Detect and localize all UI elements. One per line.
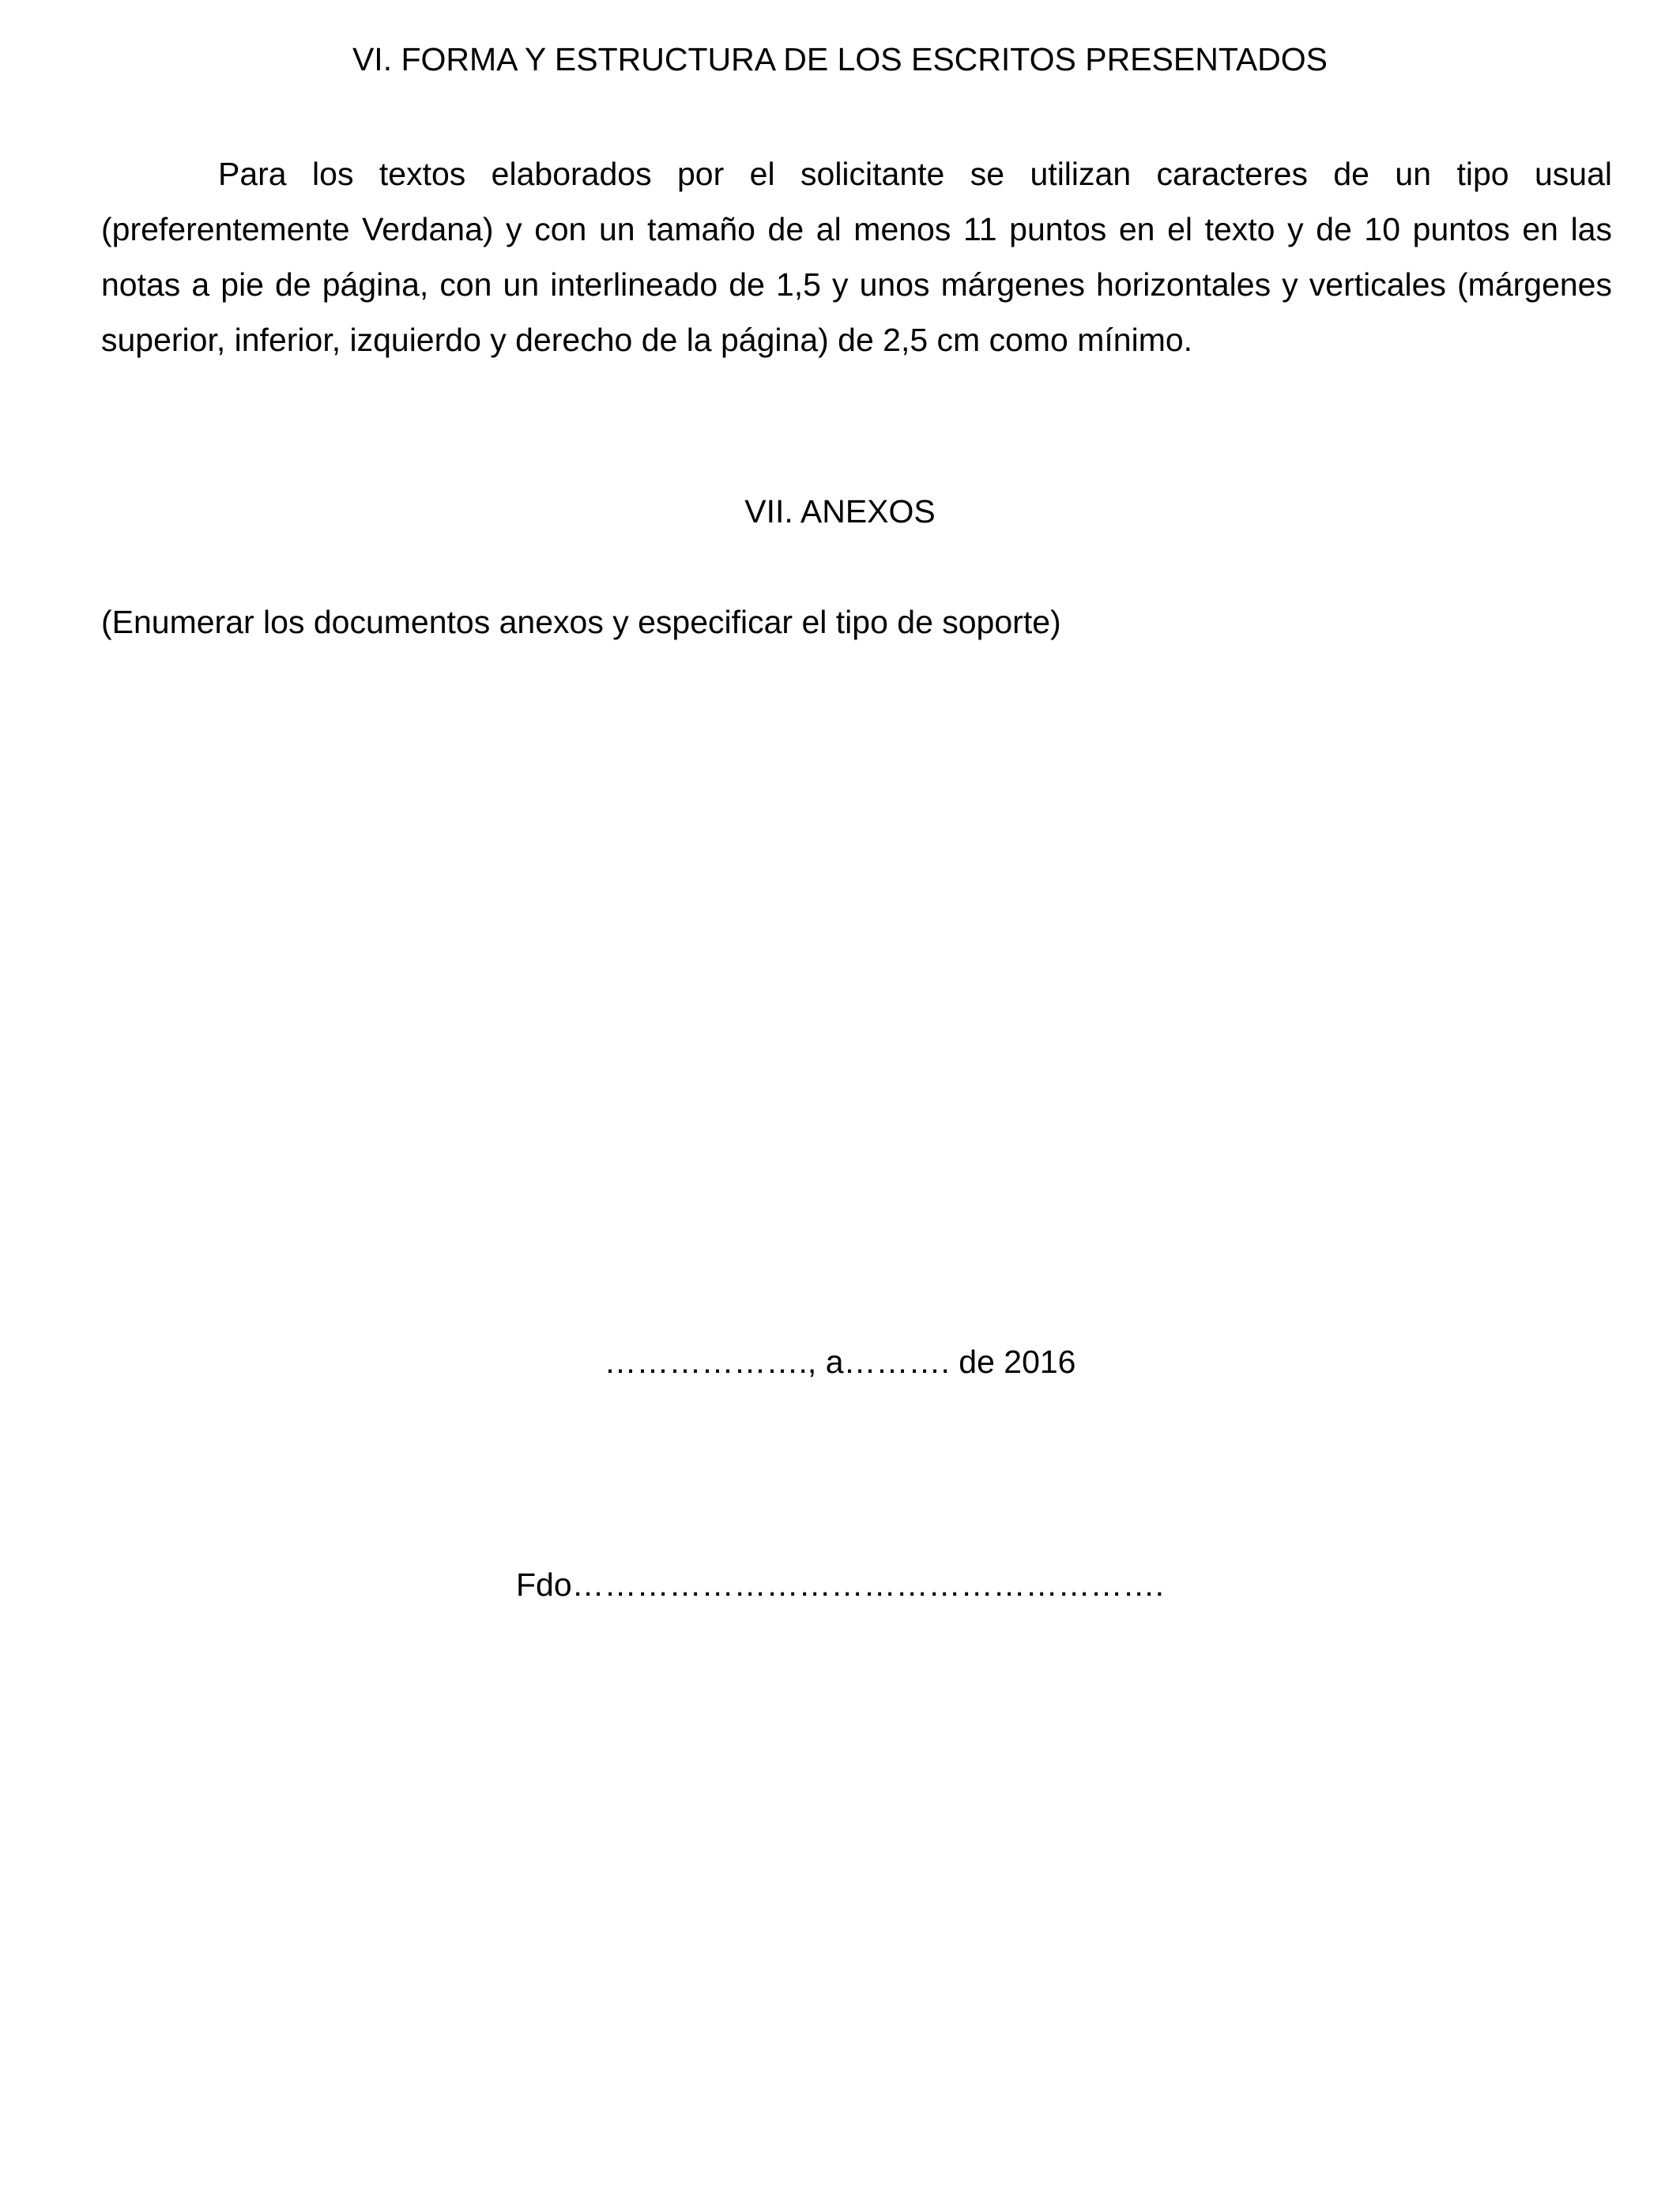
section-vi-paragraph (101, 146, 1612, 368)
section-vi-paragraph-text: Para los textos elaborados por el solicitante se utilizan caracteres de un tipo usual (preferentemente Verdana) y con un tamaño de al menos 11 puntos en el texto y de 10 puntos en las notas a pie de página, con un interlineado de 1,5 y unos márgenes horizontales y verticales (márgenes superior, inferior, izquierdo y derecho de la página) de 2,5 cm como mínimo. (101, 156, 1612, 358)
signature-line: Fdo………………………………………………. (515, 1566, 1165, 1603)
section-vi-heading: VI. FORMA Y ESTRUCTURA DE LOS ESCRITOS PRESENTADOS (352, 41, 1328, 77)
section-vii-heading: VII. ANEXOS (744, 493, 936, 530)
annex-instruction: (Enumerar los documentos anexos y especificar el tipo de soporte) (101, 604, 1061, 640)
place-date-line: ………………., a………. de 2016 (604, 1344, 1076, 1380)
